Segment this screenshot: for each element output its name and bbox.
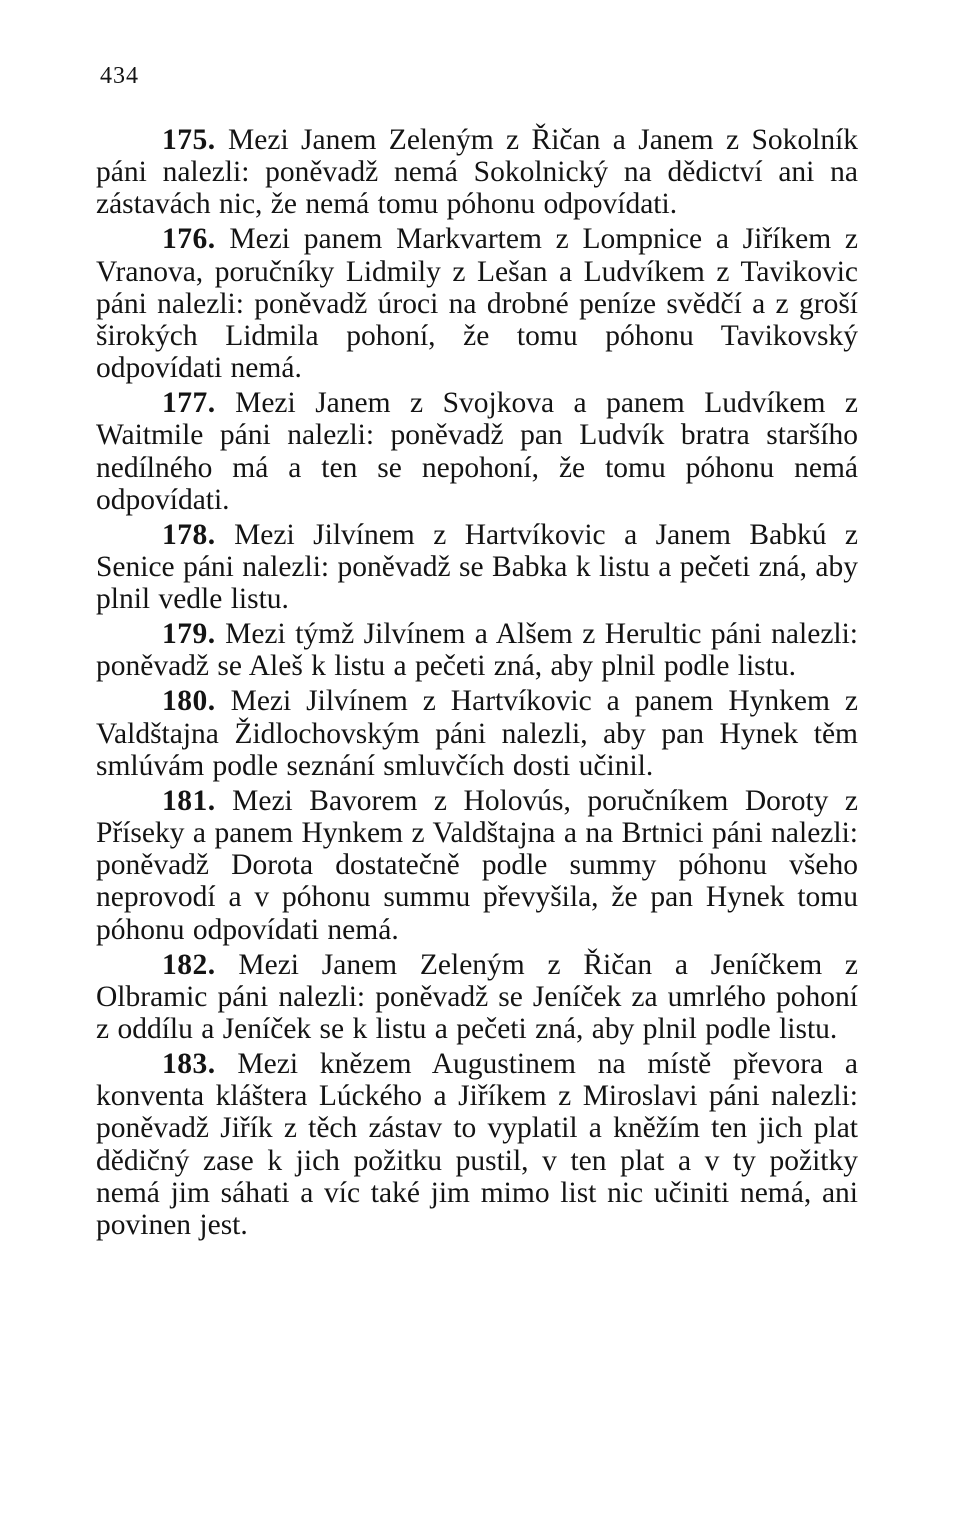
entry-text: Mezi Janem Zeleným z Řičan a Janem z Sokolník páni nalezli: poněvadž nemá Sokolnický na dědictví ani na zástavách nic, že nemá tomu póhonu odpovídati. (96, 124, 859, 221)
entry-number: 178. (162, 518, 216, 551)
entry-number: 183. (162, 1048, 216, 1081)
entry-number: 179. (162, 618, 216, 651)
entry-number: 177. (162, 387, 216, 420)
entry-text: Mezi knězem Augustinem na místě převora a konventa kláštera Lúckého a Jiříkem z Miroslavi páni nalezli: poněvadž Jiřík z těch zástav to vyplatil a kněžím ten jich plat dědičný zase k jich požitku pustil, v ten plat a v ty požitky nemá jim sáhati a víc také jim mimo list nic učiniti nemá, ani povinen jest. (96, 1048, 858, 1242)
entry-175 (96, 124, 858, 221)
entry-text: Mezi Janem Zeleným z Řičan a Jeníčkem z Olbramic páni nalezli: poněvadž se Jeníček za umrlého pohoní z oddílu a Jeníček se k listu a pečeti zná, aby plnil podle listu. (96, 948, 858, 1046)
entry-number: 176. (162, 223, 216, 256)
entry-text: Mezi Bavorem z Holovús, poručníkem Doroty z Příseky a panem Hynkem z Valdštajna a na Brtnici páni nalezli: poněvadž Dorota dostatečně podle summy póhonu všeho neprovodí a v póhonu summu převyšila, že pan Hynek tomu póhonu odpovídati nemá. (96, 784, 858, 946)
entry-text: Mezi Jilvínem z Hartvíkovic a panem Hynkem z Valdštajna Židlochovským páni nalezli, aby pan Hynek těm smlúvám podle seznání smluvčích dosti učinil. (96, 685, 858, 782)
entry-177 (96, 387, 858, 516)
entry-text: Mezi panem Markvartem z Lompnice a Jiříkem z Vranova, poručníky Lidmily z Lešan a Ludvíkem z Tavikovic páni nalezli: poněvadž úroci na drobné peníze svědčí a z groší širokých Lidmila pohoní, že tomu póhonu Tavikovský odpovídati nemá. (96, 223, 858, 385)
entry-number: 181. (162, 784, 216, 817)
entry-number: 182. (162, 948, 216, 981)
document-page (96, 62, 858, 1244)
entry-180 (96, 685, 858, 782)
entry-182 (96, 949, 858, 1046)
entry-text: Mezi Jilvínem z Hartvíkovic a Janem Babkú z Senice páni nalezli: poněvadž se Babka k listu a pečeti zná, aby plnil vedle listu. (96, 518, 858, 616)
entry-178 (96, 519, 858, 616)
entry-number: 175. (162, 124, 216, 156)
entry-179 (96, 618, 858, 682)
entry-text: Mezi týmž Jilvínem a Alšem z Herultic páni nalezli: poněvadž se Aleš k listu a pečeti zná, aby plnil podle listu. (96, 618, 858, 683)
page-number: 434 (100, 63, 139, 89)
entry-181 (96, 785, 858, 946)
entry-183 (96, 1048, 858, 1241)
entry-176 (96, 223, 858, 384)
entry-number: 180. (162, 685, 216, 718)
entry-text: Mezi Janem z Svojkova a panem Ludvíkem z Waitmile páni nalezli: poněvadž pan Ludvík bratra staršího nedílného má a ten se nepohoní, že tomu póhonu nemá odpovídati. (96, 387, 859, 516)
